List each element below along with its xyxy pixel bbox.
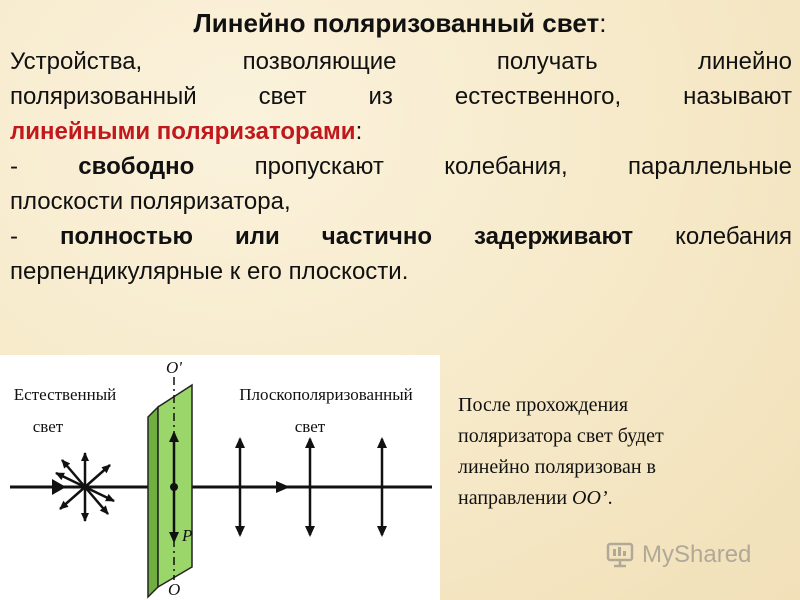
natural-light-label-2: свет [32, 417, 64, 436]
bullet-line: плоскости поляризатора, [10, 188, 291, 215]
paragraph-line: поляризованный свет из естественного, называют [10, 83, 792, 110]
paragraph-line: линейными поляризаторами: [10, 118, 363, 145]
polarized-light-label-2: свет [294, 417, 326, 436]
myshared-logo-icon [606, 541, 636, 569]
polarizer-figure [0, 355, 440, 600]
body-text [10, 44, 792, 289]
figure-caption [458, 390, 788, 514]
natural-light-label: Естественный [13, 385, 117, 404]
caption-line: направлении OO’. [458, 487, 613, 509]
watermark-text: MyShared [642, 541, 752, 568]
beam-arrow [52, 479, 66, 495]
caption-line: После прохождения [458, 394, 629, 416]
bullet-line: перпендикулярные к его плоскости. [10, 258, 409, 285]
polarizer-label: P [182, 526, 193, 545]
polarizer-diagram [0, 355, 440, 600]
bullet-line: - полностью или частично задерживают колебания [10, 223, 793, 250]
polarizer-plate [148, 385, 192, 597]
caption-line: линейно поляризован в [458, 456, 656, 478]
slide-title: Линейно поляризованный свет: [193, 8, 607, 38]
axis-top-label: O' [166, 358, 182, 377]
watermark [606, 538, 776, 572]
paragraph-line: Устройства, позволяющие получать линейно [10, 48, 792, 75]
bullet-bold: свободно [78, 153, 195, 180]
polarized-light-label: Плоскополяризованный [239, 385, 413, 404]
highlight-term: линейными поляризаторами [10, 118, 356, 145]
axis-bottom-label: O [168, 580, 181, 599]
beam-arrow [276, 481, 290, 493]
bullet-line: - свободно пропускают колебания, параллельные [10, 153, 792, 180]
caption-line: поляризатора свет будет [458, 425, 664, 447]
bullet-bold: полностью или частично задерживают [60, 223, 634, 250]
beam-dot [170, 483, 178, 491]
